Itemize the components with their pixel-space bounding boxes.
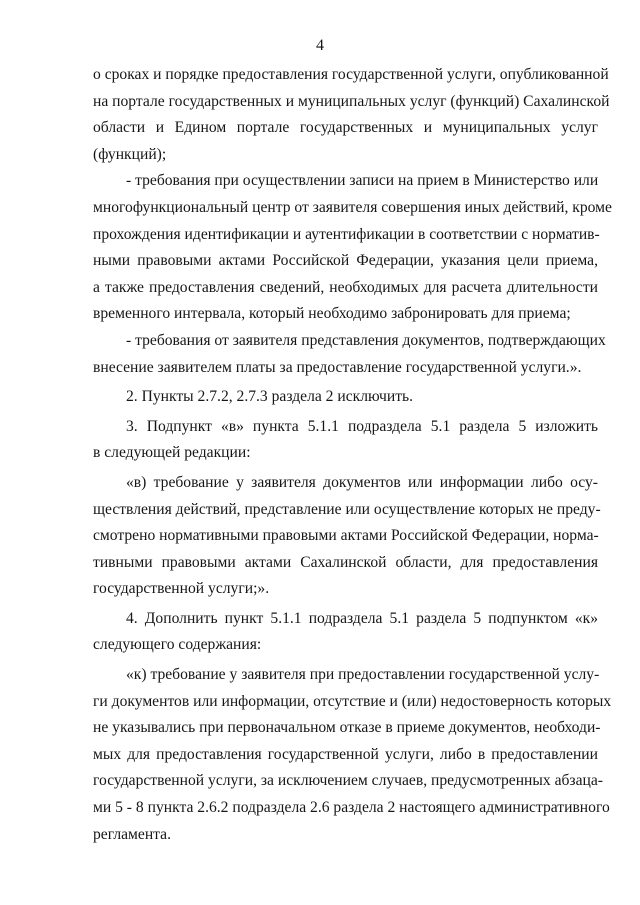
text-line: временного интервала, который необходимо забронировать для приема; bbox=[93, 305, 571, 323]
text-line: на портале государственных и муниципальных услуг (функций) Сахалинской bbox=[93, 92, 610, 110]
text-line: а также предоставления сведений, необходимых для расчета длительности bbox=[93, 278, 598, 296]
text-line: ги документов или информации, отсутствие и (или) недостоверность которых bbox=[93, 692, 612, 710]
text-line: - требования при осуществлении записи на прием в Министерство или bbox=[126, 172, 599, 190]
text-line: области и Едином портале государственных и муниципальных услуг bbox=[93, 119, 598, 137]
page-number: 4 bbox=[316, 37, 324, 54]
text-line: следующего содержания: bbox=[93, 636, 262, 654]
text-line: ми 5 - 8 пункта 2.6.2 подраздела 2.6 раздела 2 настоящего административного bbox=[93, 799, 610, 817]
text-line: ществления действий, представление или осуществление которых не преду- bbox=[93, 500, 601, 518]
text-line: тивными правовыми актами Сахалинской области, для предоставления bbox=[93, 553, 598, 571]
text-line: внесение заявителем платы за предоставление государственной услуги.». bbox=[93, 358, 582, 376]
text-line: 3. Подпункт «в» пункта 5.1.1 подраздела 5.1 раздела 5 изложить bbox=[126, 417, 598, 435]
text-line: мых для предоставления государственной услуги, либо в предоставлении bbox=[93, 745, 598, 763]
text-line: регламента. bbox=[93, 825, 171, 843]
text-line: - требования от заявителя представления документов, подтверждающих bbox=[126, 331, 606, 349]
text-line: о сроках и порядке предоставления государственной услуги, опубликованной bbox=[93, 66, 609, 83]
text-line: государственной услуги, за исключением случаев, предусмотренных абзаца- bbox=[93, 772, 603, 790]
text-line: «в) требование у заявителя документов или информации либо осу- bbox=[126, 473, 598, 491]
text-line: государственной услуги;». bbox=[93, 580, 270, 598]
text-line: (функций); bbox=[93, 145, 167, 163]
document-body bbox=[93, 62, 612, 848]
text-line: 4. Дополнить пункт 5.1.1 подраздела 5.1 раздела 5 подпунктом «к» bbox=[126, 609, 598, 627]
text-line: прохождения идентификации и аутентификации в соответствии с норматив- bbox=[93, 225, 600, 243]
text-line: ными правовыми актами Российской Федерации, указания цели приема, bbox=[93, 252, 598, 270]
text-line: в следующей редакции: bbox=[93, 444, 251, 462]
text-line: смотрено нормативными правовыми актами Российской Федерации, норма- bbox=[93, 527, 599, 545]
text-line: «к) требование у заявителя при предоставлении государственной услу- bbox=[126, 666, 600, 684]
text-line: многофункциональный центр от заявителя совершения иных действий, кроме bbox=[93, 198, 612, 216]
text-line: 2. Пункты 2.7.2, 2.7.3 раздела 2 исключить. bbox=[126, 388, 414, 406]
text-line: не указывались при первоначальном отказе в приеме документов, необходи- bbox=[93, 719, 601, 737]
